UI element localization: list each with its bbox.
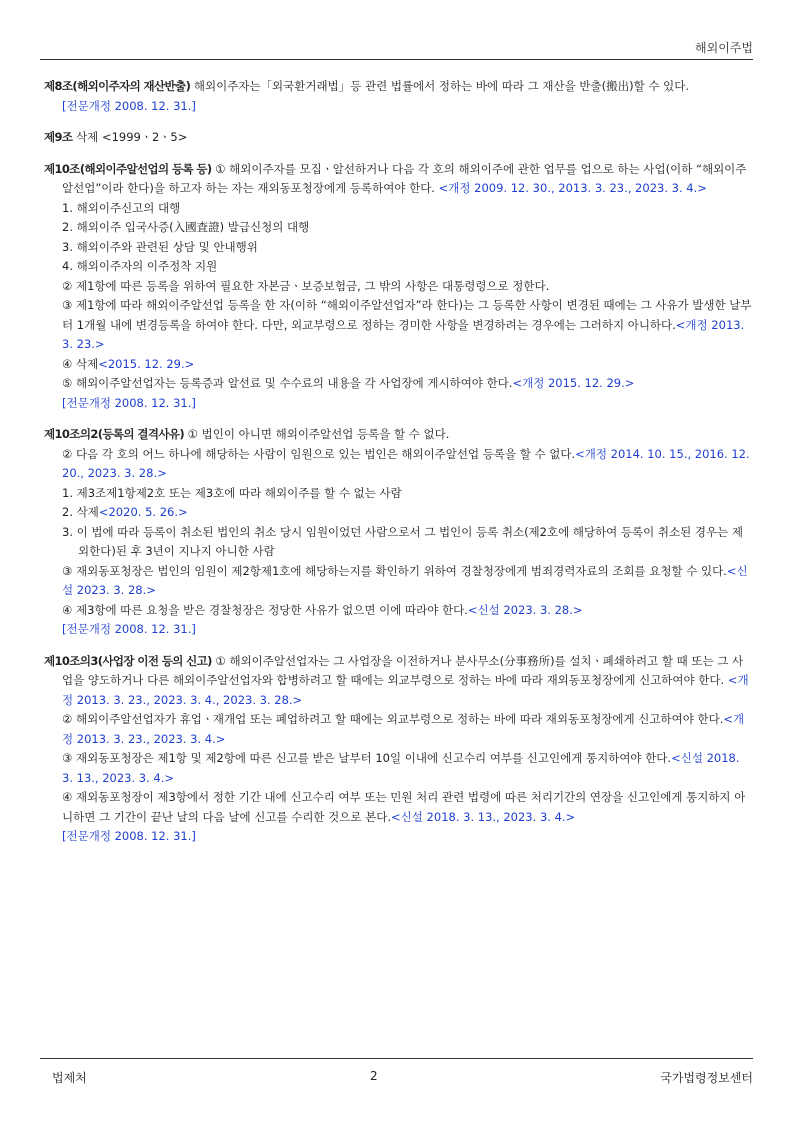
amendment-note: <개정 2013. 3. 23., 2023. 3. 4., 2023. 3. 28.>	[62, 673, 749, 707]
article-10-paragraph-2: ② 제1항에 따른 등록을 위하여 필요한 자본금ㆍ보증보험금, 그 밖의 사항은 대통령령으로 정한다.	[62, 278, 550, 293]
article-heading: 제9조	[44, 130, 73, 144]
revision-note: [전문개정 2008. 12. 31.]	[62, 98, 196, 113]
article-10	[44, 160, 753, 414]
revision-note: [전문개정 2008. 12. 31.]	[62, 622, 196, 636]
paragraph-text: ⑤ 해외이주알선업자는 등록증과 알선료 및 수수료의 내용을 각 사업장에 게시하여야 한다.	[62, 376, 513, 390]
article-heading: 제10조의3(사업장 이전 등의 신고)	[44, 653, 212, 668]
article-9-paragraph	[44, 128, 753, 148]
amendment-note: <신설 2018. 3. 13., 2023. 3. 4.>	[62, 751, 740, 785]
article-9	[44, 128, 753, 148]
amendment-note: <신설 2018. 3. 13., 2023. 3. 4.>	[391, 809, 576, 824]
article-10-2-paragraph-4	[44, 601, 753, 621]
article-10-paragraph-5	[44, 374, 753, 394]
amendment-note: <2015. 12. 29.>	[98, 356, 195, 371]
list-item: 2. 해외이주 입국사증(入國査證) 발급신청의 대행	[62, 220, 310, 234]
amendment-note: <개정 2013. 3. 23.>	[62, 317, 745, 351]
document-title: 해외이주법	[695, 41, 753, 55]
amendment-note: <개정 2014. 10. 15., 2016. 12. 20., 2023. 3. 28.>	[62, 446, 750, 480]
article-10-paragraph-3	[44, 296, 753, 355]
header-divider	[40, 59, 753, 60]
article-10-2-paragraph-2	[44, 445, 753, 484]
amendment-note: <개정 2015. 12. 29.>	[512, 376, 635, 390]
article-10-3-paragraph-2	[44, 710, 753, 749]
article-10-3-paragraph-1	[44, 652, 753, 711]
amendment-note: <신설 2023. 3. 28.>	[62, 563, 748, 597]
amendment-note: <개정 2013. 3. 23., 2023. 3. 4.>	[62, 712, 745, 746]
paragraph-text: ③ 재외동포청장은 제1항 및 제2항에 따른 신고를 받은 날부터 10일 이내에 신고수리 여부를 신고인에게 통지하여야 한다.	[62, 751, 672, 765]
article-text: 삭제 <1999ㆍ2ㆍ5>	[72, 130, 188, 144]
article-heading: 제10조의2(등록의 결격사유)	[44, 427, 185, 441]
amendment-note: <개정 2009. 12. 30., 2013. 3. 23., 2023. 3. 4.>	[438, 181, 707, 195]
article-10-2-paragraph-3	[44, 562, 753, 601]
article-heading: 제8조(해외이주자의 재산반출)	[44, 79, 191, 93]
article-8-paragraph	[44, 77, 753, 97]
article-text: ① 해외이주자를 모집ㆍ알선하거나 다음 각 호의 해외이주에 관한 업무를 업으로 하는 사업(이하 “해외이주알선업”이라 한다)을 하고자 하는 자는 재외동포청장에게 등록하여야 한다.	[62, 161, 747, 195]
amendment-note: <신설 2023. 3. 28.>	[467, 602, 583, 617]
list-item: 1. 해외이주신고의 대행	[62, 200, 181, 215]
revision-note: [전문개정 2008. 12. 31.]	[62, 395, 196, 410]
law-content	[44, 77, 753, 859]
list-item: 4. 해외이주자의 이주정착 지원	[62, 259, 218, 273]
paragraph-text: ④ 제3항에 따른 요청을 받은 경찰청장은 정당한 사유가 없으면 이에 따라야 한다.	[62, 602, 468, 617]
paragraph-text: ② 해외이주알선업자가 휴업ㆍ재개업 또는 폐업하려고 할 때에는 외교부령으로 정하는 바에 따라 재외동포청장에게 신고하여야 한다.	[62, 712, 724, 726]
revision-note: [전문개정 2008. 12. 31.]	[62, 829, 196, 843]
list-item: 3. 해외이주와 관련된 상담 및 안내행위	[62, 239, 258, 254]
article-10-3	[44, 652, 753, 847]
article-10-2	[44, 425, 753, 640]
article-10-paragraph-4	[44, 355, 753, 375]
paragraph-text: ② 다음 각 호의 어느 하나에 해당하는 사람이 임원으로 있는 법인은 해외이주알선업 등록을 할 수 없다.	[62, 446, 576, 461]
paragraph-text: ③ 제1항에 따라 해외이주알선업 등록을 한 자(이하 “해외이주알선업자”라 한다)는 그 등록한 사항이 변경된 때에는 그 사유가 발생한 날부터 1개월 내에 변경등록을 하여야 한다. 다만, 외교부령으로 정하는 경미한 사항을 변경하려는 경우에는 그러하지 아니하다.	[62, 298, 752, 332]
article-10-2-paragraph-1	[44, 425, 753, 445]
article-10-3-paragraph-3	[44, 749, 753, 788]
article-10-paragraph-1	[44, 160, 753, 199]
footer-divider	[40, 1058, 753, 1059]
amendment-note: <2020. 5. 26.>	[98, 505, 188, 519]
article-text: ① 법인이 아니면 해외이주알선업 등록을 할 수 없다.	[184, 427, 450, 441]
item-text: 2. 삭제	[62, 505, 99, 519]
page-number: 2	[370, 1069, 378, 1083]
paragraph-text: ④ 재외동포청장이 제3항에서 정한 기간 내에 신고수리 여부 또는 민원 처리 관련 법령에 따른 처리기간의 연장을 신고인에게 통지하지 아니하면 그 기간이 끝난 날의 다음 날에 신고를 수리한 것으로 본다.	[62, 790, 746, 824]
list-item	[44, 503, 753, 523]
article-text: 해외이주자는「외국환거래법」등 관련 법률에서 정하는 바에 따라 그 재산을 반출(搬出)할 수 있다.	[190, 79, 689, 93]
paragraph-text: ③ 재외동포청장은 법인의 임원이 제2항제1호에 해당하는지를 확인하기 위하여 경찰청장에게 범죄경력자료의 조회를 요청할 수 있다.	[62, 563, 727, 578]
paragraph-text: ④ 삭제	[62, 356, 99, 371]
footer-source: 국가법령정보센터	[660, 1071, 753, 1085]
article-10-3-paragraph-4	[44, 788, 753, 827]
list-item: 1. 제3조제1항제2호 또는 제3호에 따라 해외이주를 할 수 없는 사람	[62, 485, 402, 500]
list-item: 3. 이 법에 따라 등록이 취소된 법인의 취소 당시 임원이었던 사람으로서 그 법인이 등록 취소(제2호에 해당하여 등록이 취소된 경우는 제외한다)된 후 3년이 지나지 아니한 사람	[62, 524, 744, 558]
article-text: ① 해외이주알선업자는 그 사업장을 이전하거나 분사무소(分事務所)를 설치ㆍ폐쇄하려고 할 때 또는 그 사업을 양도하거나 다른 해외이주알선업자와 합병하려고 할 때에는 외교부령으로 정하는 바에 따라 재외동포청장에게 신고하여야 한다.	[62, 653, 744, 687]
article-8	[44, 77, 753, 116]
footer-publisher: 법제처	[52, 1071, 87, 1085]
article-heading: 제10조(해외이주알선업의 등록 등)	[44, 161, 212, 176]
